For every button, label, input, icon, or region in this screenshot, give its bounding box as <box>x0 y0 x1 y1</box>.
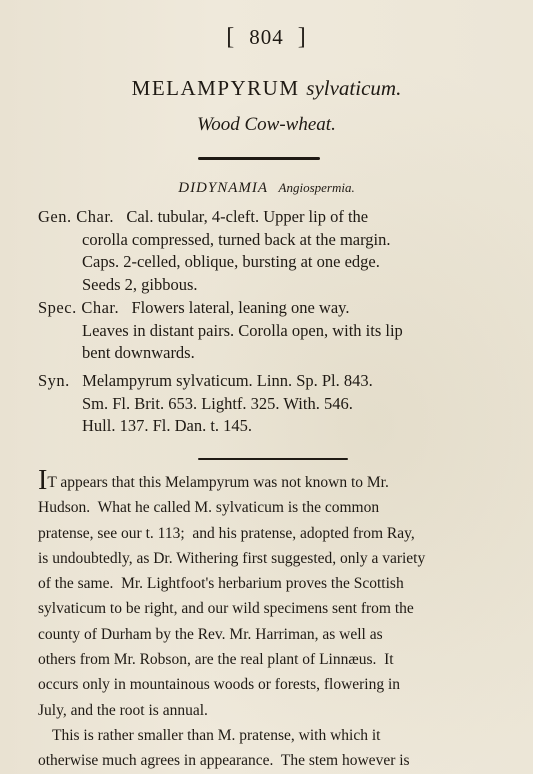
drop-cap: I <box>38 465 48 496</box>
body-line: county of Durham by the Rev. Mr. Harriman, as well as <box>38 625 383 643</box>
body-line: This is rather smaller than M. pratense, with which it <box>52 726 381 744</box>
common-name: Wood Cow-wheat. <box>197 114 336 135</box>
genus-name: MELAMPYRUM <box>131 76 300 100</box>
gen-char-line: Seeds 2, gibbous. <box>82 274 198 294</box>
body-line: occurs only in mountainous woods or forests, flowering in <box>38 676 401 694</box>
synonymy <box>38 370 373 438</box>
linnaean-order: Angiospermia. <box>278 180 355 195</box>
syn-line: Sm. Fl. Brit. 653. Lightf. 325. With. 546. <box>82 393 353 413</box>
title-divider <box>198 157 320 160</box>
body-line: July, and the root is annual. <box>38 701 208 719</box>
body-line: is undoubtedly, as Dr. Withering first suggested, only a variety <box>38 549 426 567</box>
syn-line: Melampyrum sylvaticum. Linn. Sp. Pl. 843. <box>82 371 373 390</box>
gen-char-line: Caps. 2-celled, oblique, bursting at one edge. <box>82 252 380 271</box>
syn-label: Syn. <box>38 371 70 390</box>
gen-char-label: Gen. Char. <box>38 207 115 226</box>
body-line: Hudson. What he called M. sylvaticum is the common <box>38 499 380 517</box>
spec-char-line: Flowers lateral, leaning one way. <box>131 298 350 317</box>
page-number: [ 804 ] <box>226 24 307 50</box>
body-line: others from Mr. Robson, are the real plant of Linnæus. It <box>38 651 394 669</box>
body-line: pratense, see our t. 113; and his pratense, adopted from Ray, <box>38 524 415 542</box>
spec-char-line: Leaves in distant pairs. Corolla open, with its lip <box>82 320 403 340</box>
body-line: T appears that this Melampyrum was not known to Mr. <box>47 474 389 491</box>
syn-line: Hull. 137. Fl. Dan. t. 145. <box>82 416 253 435</box>
body-line: otherwise much agrees in appearance. The stem however is <box>38 752 410 770</box>
linnaean-class: DIDYNAMIA <box>178 180 268 196</box>
species-name: sylvaticum. <box>306 76 402 100</box>
species-title <box>0 76 533 101</box>
gen-char-line: Cal. tubular, 4-cleft. Upper lip of the <box>126 207 369 226</box>
description-text <box>38 465 508 774</box>
classification <box>0 180 533 197</box>
section-divider <box>198 458 348 460</box>
spec-char-label: Spec. Char. <box>38 298 120 317</box>
gen-char-line: corolla compressed, turned back at the margin. <box>82 229 391 249</box>
generic-character <box>38 206 391 296</box>
spec-char-line: bent downwards. <box>82 343 195 362</box>
specific-character <box>38 297 403 365</box>
body-line: of the same. Mr. Lightfoot's herbarium proves the Scottish <box>38 575 404 593</box>
body-line: sylvaticum to be right, and our wild specimens sent from the <box>38 600 414 618</box>
